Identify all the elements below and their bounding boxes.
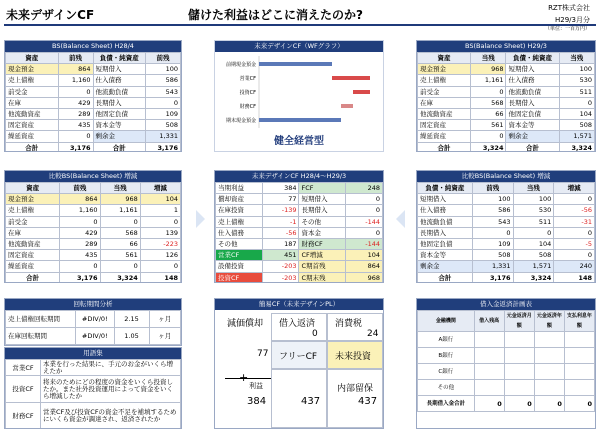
compare-assets-table [5,182,181,283]
table-row: 当期利益 384 FCF 248 [216,183,383,194]
wf-bar-end [259,118,341,122]
table-row: 固定資産 561 資本金等 508 [418,120,595,131]
simple-cf-panel [214,298,384,429]
table-row: 在庫回転期間 #DIV/0! 1.05 ヶ月 [6,328,181,345]
table-row: 他流動資産 289 66 -223 [6,238,181,249]
depreciation-label: 減価償却 [227,319,264,329]
table-row: 資本金等 508 508 0 [418,250,595,261]
tax-value: 24 [367,329,379,339]
table-row: その他 187 財務CF -144 [216,238,383,249]
wf-label: 前期現金預金 [225,62,256,68]
compare-liabilities-table [417,182,595,283]
table-row: 在庫投資 -139 長期借入 0 [216,205,383,216]
waterfall-chart [215,52,384,132]
panel-title: 回転期間分析 [5,299,181,310]
loan-plan-panel [416,298,596,429]
period-label: H29/3月分 [555,16,590,24]
table-row: B銀行 [418,348,595,364]
table-header-row: 負債・純資産 前残 当残 増減 [418,183,595,194]
table-total-row: 合計 3,324 合計 3,324 [418,142,595,152]
unit-label: （単位：一百万円） [544,26,590,32]
tax-label: 消費税 [335,319,363,329]
table-row: 営業CF 451 CF増減 104 [216,250,383,261]
table-row: 売上債権 1,161 仕入債務 530 [418,75,595,86]
table-row: 他流動資産 66 他固定負債 104 [418,108,595,119]
loan-repay-label: 借入返済 [279,319,316,329]
table-header-row: 資産 当残 負債・純資産 当残 [418,53,595,64]
table-row: 償却資産 77 短期借入 0 [216,194,383,205]
table-row: 長期借入 0 0 0 [418,227,595,238]
bs-current-panel [416,40,596,152]
cashflow-panel [214,170,384,283]
table-row: 仕入債務 586 530 -56 [418,205,595,216]
wf-label: 営業CF [239,76,256,82]
wf-label: 期末現金預金 [225,118,256,124]
loan-plan-table [417,310,595,412]
loan-repay-value: 0 [312,329,318,339]
panel-title: 未来デザインCF（WFグラフ） [215,41,383,52]
retained-value: 437 [358,396,378,407]
wf-bar-investing [353,90,370,94]
wf-caption: 健全経営型 [274,136,324,147]
table-total-row: 合計 3,176 3,324 148 [6,272,181,283]
table-row: その他 [418,380,595,396]
table-row: C銀行 [418,364,595,380]
table-row: 営業CF 本業を行った結果に、手元のお金がいくら増えたか [6,360,181,376]
future-invest-label: 未来投資 [335,352,372,362]
table-row: 前受金 0 他流動負債 511 [418,86,595,97]
arrow-right-icon [196,210,205,228]
page-subtitle: 儲けた利益はどこに消えたのか? [188,8,363,22]
table-row: 他固定負債 109 104 -5 [418,238,595,249]
profit-value: 384 [247,396,267,407]
table-row: 繰延資産 0 剰余金 1,331 [6,131,181,142]
table-row: 繰延資産 0 0 0 [6,261,181,272]
table-row: 投資CF -203 C期末残 968 [216,272,383,283]
table-header-row: 資産 前残 当残 増減 [6,183,181,194]
table-total-row: 合計 3,176 3,324 148 [418,272,595,283]
panel-title: 未来デザインCF H28/4～H29/3 [215,171,383,182]
header-divider [4,24,596,26]
wf-bar-operating [332,76,370,80]
table-row: A銀行 [418,332,595,348]
table-row: 短期借入 100 100 0 [418,194,595,205]
table-total-row: 長期借入金合計 0 0 0 0 [418,396,595,412]
table-row: 剰余金 1,331 1,571 240 [418,261,595,272]
table-row: 前受金 0 他流動負債 543 [6,86,181,97]
app-title: 未来デザインCF [6,8,95,22]
panel-title: BS(Balance Sheet) H29/3 [417,41,595,52]
panel-title: 簡易CF（未来デザインPL） [215,299,383,310]
table-row: 在庫 429 長期借入 0 [6,97,181,108]
table-row: 仕入債務 -56 資本金 0 [216,227,383,238]
table-row: 在庫 568 長期借入 0 [418,97,595,108]
panel-title: 比較BS(Balance Sheet) 増減 [5,171,181,182]
wf-label: 投資CF [239,90,256,96]
table-total-row: 合計 3,176 合計 3,176 [6,142,181,152]
arrow-left-icon [396,210,405,228]
turnover-panel [4,298,182,346]
free-cf-label: フリーCF [279,352,318,362]
table-header-row: 資産 前残 負債・純資産 前残 [6,53,181,64]
table-row: 現金預金 864 短期借入 100 [6,64,181,75]
table-header-row: 金融機関 借入残高 元金返済月額 元金返済年額 支払利息年額 [418,311,595,332]
bs-current-table [417,52,595,152]
compare-liabilities-panel [416,170,596,283]
free-cf-total: 437 [301,396,321,407]
panel-title: 比較BS(Balance Sheet) 増減 [417,171,595,182]
depreciation-value: 77 [257,349,269,359]
table-row: 売上債権回転期間 #DIV/0! 2.15 ヶ月 [6,311,181,328]
compare-assets-panel [4,170,182,283]
wf-bar-financing [341,104,353,108]
table-row: 繰延資産 0 剰余金 1,571 [418,131,595,142]
panel-title: BS(Balance Sheet) H28/4 [5,41,181,52]
company-name: RZT株式会社 [548,4,590,12]
bs-previous-panel [4,40,182,152]
profit-label: 利益 [249,382,263,390]
waterfall-panel [214,40,384,152]
table-row: 財務CF 営業CF及び投資CFの資金不足を補填するためにいくら資金が調達され、返済されたか [6,403,181,429]
panel-title: 用語集 [5,348,181,359]
panel-title: 借入金返済計画表 [417,299,595,310]
table-row: 現金預金 968 短期借入 100 [418,64,595,75]
retained-label: 内部留保 [337,384,374,394]
table-row: 売上債権 1,160 仕入債務 586 [6,75,181,86]
table-row: 設備投資 -203 C期首残 864 [216,261,383,272]
table-row: 前受金 0 0 0 [6,216,181,227]
bs-previous-table [5,52,181,152]
wf-label: 財務CF [239,104,256,110]
table-row: 売上債権 -1 その他 -144 [216,216,383,227]
table-row: 他流動資産 289 他固定負債 109 [6,108,181,119]
table-row: 固定資産 435 資本金等 508 [6,120,181,131]
glossary-table [5,359,181,429]
table-row: 現金預金 864 968 104 [6,194,181,205]
cashflow-table [215,182,383,283]
table-row: 投資CF 将来のためにどの程度の資金をいくら投資したか。また社外投資運用によって資金をいくら増減したか [6,376,181,403]
table-row: 在庫 429 568 139 [6,227,181,238]
sum-line [225,378,271,379]
table-row: 売上債権 1,160 1,161 1 [6,205,181,216]
table-row: 固定資産 435 561 126 [6,250,181,261]
turnover-table [5,310,181,345]
table-row: 他流動負債 543 511 -31 [418,216,595,227]
wf-bar-start [259,62,332,66]
glossary-panel [4,347,182,429]
